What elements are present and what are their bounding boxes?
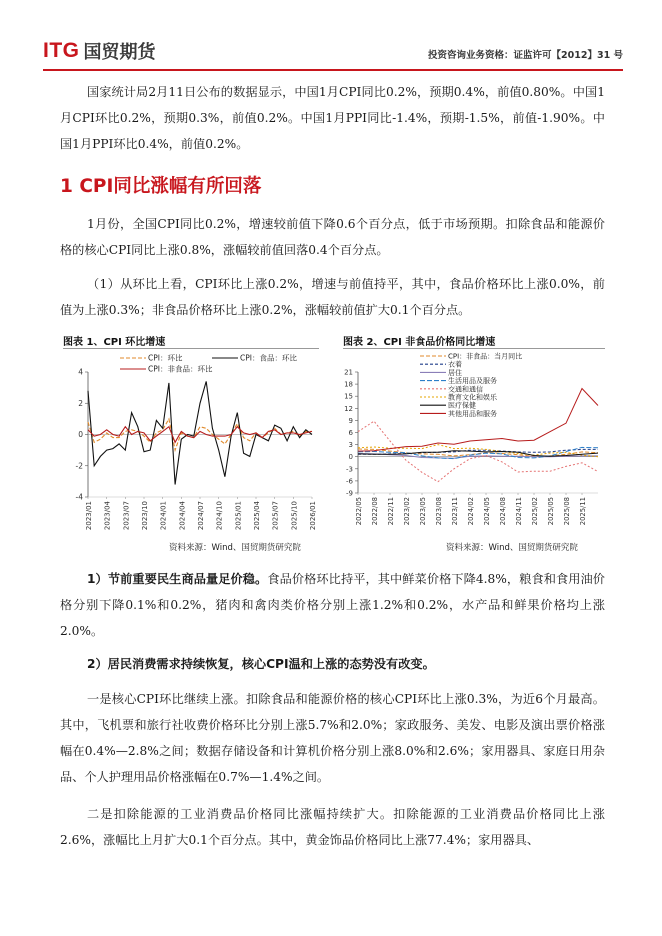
chart2-legend-label-1: CPI：非食品：当月同比: [448, 352, 523, 361]
chart1-x-tick-label: 2023/04: [103, 501, 112, 531]
chart2-legend-label-8: 其他用品和服务: [448, 409, 497, 418]
figure1-title: 图表 1、CPI 环比增速: [63, 337, 166, 348]
chart2-y-tick-label: 21: [344, 368, 353, 377]
chart2-y-tick-label: 3: [348, 441, 353, 450]
chart1-x-tick-label: 2025/10: [290, 501, 299, 531]
chart1-x-tick-label: 2023/10: [141, 501, 149, 531]
cpi-yoy-paragraph: 1月份，全国CPI同比0.2%，增速较前值下降0.6个百分点，低于市场预期。扣除食品和能源价格的核心CPI同比上涨0.8%，涨幅较前值回落0.4个百分点。: [60, 217, 605, 257]
license-text: 投资咨询业务资格：证监许可【2012】31 号: [428, 50, 623, 61]
chart2-x-tick-label: 2025/11: [579, 497, 587, 526]
chart2-x-tick-label: 2023/11: [451, 497, 459, 526]
chart1-legend-label-1: CPI：环比: [148, 353, 183, 363]
chart1-y-tick-label: -4: [75, 492, 83, 502]
core-cpi-paragraph: 一是核心CPI环比继续上涨。扣除食品和能源价格的核心CPI环比上涨0.3%，为近6个月最高。其中，飞机票和旅行社收费价格环比分别上涨5.7%和2.0%；家政服务、美发、电影及演出票价格涨幅在0.4%—2.8%之间；数据存储设备和计算机价格分别上涨8.0%和2.6%；家用器具、家庭日用杂品、个人护理用品价格涨幅在0.7%—1.4%之间。: [60, 692, 605, 784]
figure2-source: 资料来源：Wind、国贸期货研究院: [446, 543, 578, 553]
chart2-y-tick-label: 12: [344, 404, 353, 413]
chart1-x-tick-label: 2024/10: [215, 501, 224, 531]
figure1-rule: [63, 348, 319, 349]
chart2-y-tick-label: 0: [348, 453, 353, 462]
chart2-y-tick-label: -3: [346, 465, 353, 474]
page-header: [43, 38, 623, 70]
chart2-x-tick-label: 2024/11: [515, 497, 523, 526]
logo-itg: ITG: [43, 39, 80, 62]
chart2-x-tick-label: 2023/02: [403, 497, 411, 526]
chart1-legend-label-3: CPI：非食品：环比: [148, 364, 213, 374]
chart2-x-tick-label: 2025/05: [547, 497, 555, 526]
chart2-y-tick-label: 18: [344, 380, 353, 389]
industrial-goods-paragraph: 二是扣除能源的工业消费品价格同比涨幅持续扩大。扣除能源的工业消费品价格同比上涨2.6%，涨幅比上月扩大0.1个百分点。其中，黄金饰品价格同比上涨77.4%；家用器具、: [60, 807, 605, 847]
cpi-mom-paragraph: （1）从环比上看，CPI环比上涨0.2%，增速与前值持平，其中，食品价格环比上涨0.0%，前值为上涨0.3%；非食品价格环比上涨0.2%，涨幅较前值扩大0.1个百分点。: [60, 277, 605, 317]
chart2-x-tick-label: 2024/08: [499, 497, 507, 526]
chart1-y-tick-label: -2: [75, 461, 83, 471]
section-title: 1 CPI同比涨幅有所回落: [60, 176, 262, 197]
logo-name: 国贸期货: [83, 42, 156, 63]
figure2-rule: [343, 348, 605, 349]
chart2-legend-label-6: 教育文化和娱乐: [448, 393, 497, 402]
chart2-x-tick-label: 2023/08: [435, 497, 443, 526]
food-price-paragraph: [60, 566, 605, 644]
chart2-y-tick-label: 9: [348, 416, 353, 425]
chart2-y-tick-label: -6: [346, 477, 353, 486]
chart1-x-tick-label: 2024/01: [159, 501, 168, 531]
chart2-legend-label-4: 生活用品及服务: [448, 377, 497, 386]
chart2-x-tick-label: 2024/05: [483, 497, 491, 526]
food-price-heading: 1）节前重要民生商品量足价稳。: [87, 572, 268, 586]
figure2-title: 图表 2、CPI 非食品价格同比增速: [343, 337, 496, 348]
chart2-x-tick-label: 2024/02: [467, 497, 475, 526]
figure1-source: 资料来源：Wind、国贸期货研究院: [169, 543, 301, 553]
chart1-y-tick-label: 2: [78, 398, 83, 408]
chart1-x-tick-label: 2024/07: [197, 501, 205, 531]
chart1-y-tick-label: 0: [78, 430, 83, 439]
figure2-chart: [340, 350, 606, 540]
chart2-legend-label-7: 医疗保健: [448, 401, 476, 410]
chart2-x-tick-label: 2025/02: [531, 497, 539, 526]
chart1-x-tick-label: 2025/01: [234, 501, 243, 531]
header-divider: [43, 69, 623, 71]
chart1-legend-label-2: CPI：食品：环比: [240, 353, 297, 363]
chart2-x-tick-label: 2025/08: [563, 497, 571, 526]
chart1-x-tick-label: 2025/07: [271, 501, 280, 531]
chart1-x-tick-label: 2024/04: [178, 501, 187, 531]
company-logo: [43, 38, 156, 64]
chart2-legend-label-2: 衣着: [448, 360, 462, 369]
chart1-x-tick-label: 2023/01: [85, 501, 93, 531]
chart2-y-tick-label: 15: [344, 392, 353, 401]
chart1-y-tick-label: 4: [78, 367, 83, 377]
figure1-chart: [60, 350, 322, 540]
core-cpi-heading: 2）居民消费需求持续恢复，核心CPI温和上涨的态势没有改变。: [87, 657, 435, 671]
chart1-x-tick-label: 2023/07: [122, 501, 131, 531]
intro-paragraph: 国家统计局2月11日公布的数据显示，中国1月CPI同比0.2%，预期0.4%，前值0.80%。中国1月CPI环比0.2%，预期0.3%，前值0.2%。中国1月PPI同比-1.4%，预期-1.5%，前值-1.90%。中国1月PPI环比0.4%，前值0.2%。: [60, 85, 605, 151]
chart2-x-tick-label: 2022/05: [355, 497, 363, 526]
chart2-y-tick-label: 6: [348, 429, 353, 437]
chart1-x-tick-label: 2025/04: [253, 501, 261, 531]
chart2-legend-label-3: 居住: [448, 368, 462, 377]
chart2-x-tick-label: 2022/11: [387, 497, 395, 526]
chart2-y-tick-label: -9: [346, 489, 353, 498]
chart2-x-tick-label: 2023/05: [419, 497, 427, 526]
chart2-x-tick-label: 2022/08: [371, 497, 379, 526]
food-price-text: 食品价格环比持平，其中鲜菜价格下降4.8%，粮食和食用油价格分别下降0.1%和0.2%，猪肉和禽肉类价格分别上涨1.2%和0.2%，水产品和鲜果价格均上涨2.0%。: [60, 572, 605, 638]
chart2-legend-label-5: 交通和通信: [448, 385, 483, 394]
chart1-x-tick-label: 2026/01: [309, 501, 317, 531]
